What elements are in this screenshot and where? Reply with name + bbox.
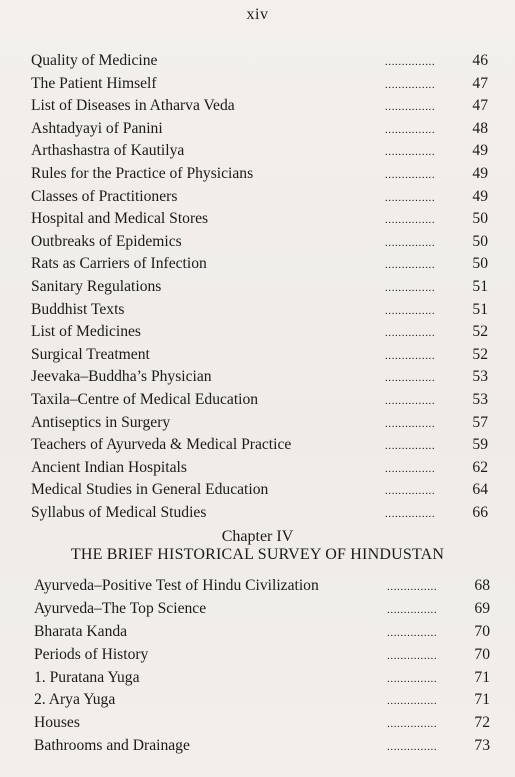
toc-entry-leader-dots: ............... <box>387 581 438 593</box>
toc-entry-leader-dots: ............... <box>385 214 436 227</box>
toc-entry-page-number: 66 <box>472 503 488 521</box>
toc-entry-page-number: 52 <box>472 345 488 363</box>
toc-entry-title: Outbreaks of Epidemics <box>31 232 182 250</box>
toc-entry <box>0 644 515 667</box>
toc-entry <box>0 689 515 712</box>
toc-entry-leader-dots: ............... <box>385 123 436 136</box>
toc-entry-page-number: 48 <box>472 119 488 137</box>
toc-entry-page-number: 49 <box>472 164 488 182</box>
toc-entry-page-number: 69 <box>474 599 490 617</box>
toc-entry-page-number: 70 <box>474 622 490 640</box>
toc-entry <box>0 73 515 96</box>
toc-entry-page-number: 50 <box>472 255 488 273</box>
toc-entry <box>0 712 515 735</box>
toc-entry-page-number: 71 <box>474 691 490 709</box>
toc-entry-page-number: 52 <box>472 323 488 341</box>
toc-entry-title: 2. Arya Yuga <box>34 691 116 709</box>
toc-entry <box>0 276 515 299</box>
toc-entry-leader-dots: ............... <box>385 281 436 294</box>
toc-entry-leader-dots: ............... <box>385 372 436 385</box>
toc-entry <box>0 95 515 118</box>
toc-entry <box>0 502 515 525</box>
toc-entry-page-number: 64 <box>472 481 488 499</box>
toc-entry-page-number: 70 <box>474 645 490 663</box>
toc-entry-leader-dots: ............... <box>385 394 436 407</box>
toc-entry-page-number: 50 <box>472 232 488 250</box>
toc-entry-page-number: 51 <box>472 277 488 295</box>
toc-entry-title: 1. Puratana Yuga <box>34 668 140 686</box>
toc-entry-title: Taxila–Centre of Medical Education <box>31 390 259 408</box>
toc-entry-leader-dots: ............... <box>387 741 438 754</box>
toc-entry-page-number: 47 <box>472 97 488 115</box>
toc-entry-leader-dots: ............... <box>385 168 436 181</box>
toc-entry-title: Periods of History <box>34 645 149 663</box>
toc-entry-title: Jeevaka–Buddha’s Physician <box>31 368 212 386</box>
toc-entry <box>0 366 515 389</box>
toc-entry-page-number: 47 <box>472 74 488 92</box>
toc-entry <box>0 163 515 186</box>
toc-entry-title: Quality of Medicine <box>31 52 158 69</box>
toc-entry-leader-dots: ............... <box>385 259 436 272</box>
toc-entry-title: Bathrooms and Drainage <box>34 737 190 755</box>
toc-entry <box>0 412 515 435</box>
toc-entry-page-number: 73 <box>474 737 490 755</box>
toc-entry-title: Buddhist Texts <box>31 300 125 318</box>
toc-entry-title: Arthashastra of Kautilya <box>31 142 185 160</box>
toc-entry-title: Sanitary Regulations <box>31 277 162 295</box>
toc-entry <box>0 389 515 412</box>
toc-entry-leader-dots: ............... <box>387 695 438 708</box>
toc-list-chapter-iv <box>0 575 515 758</box>
toc-entry <box>0 140 515 163</box>
toc-entry <box>0 479 515 502</box>
toc-entry <box>0 321 515 344</box>
toc-entry-leader-dots: ............... <box>385 56 436 68</box>
toc-entry-page-number: 62 <box>472 458 488 476</box>
toc-entry-page-number: 49 <box>472 187 488 205</box>
toc-entry-page-number: 71 <box>474 668 490 686</box>
toc-entry-page-number: 46 <box>472 52 488 69</box>
toc-entry-title: Classes of Practitioners <box>31 187 178 205</box>
toc-entry <box>0 299 515 322</box>
toc-entry-page-number: 50 <box>472 210 488 228</box>
toc-entry-title: List of Medicines <box>31 323 142 341</box>
toc-entry-title: Ashtadyayi of Panini <box>31 119 163 137</box>
toc-entry-leader-dots: ............... <box>385 507 436 520</box>
toc-list-chapter-iii <box>0 50 515 524</box>
toc-entry-title: Syllabus of Medical Studies <box>31 503 207 521</box>
toc-entry <box>0 735 515 758</box>
toc-entry-page-number: 53 <box>472 390 488 408</box>
toc-entry-leader-dots: ............... <box>387 626 438 639</box>
toc-entry-title: Rats as Carriers of Infection <box>31 255 207 273</box>
toc-entry-page-number: 57 <box>472 413 488 431</box>
toc-entry-title: Ayurveda–Positive Test of Hindu Civilization <box>34 577 319 594</box>
toc-entry-title: Rules for the Practice of Physicians <box>31 164 254 182</box>
toc-entry <box>0 231 515 254</box>
toc-entry-page-number: 59 <box>472 436 488 454</box>
toc-entry <box>0 621 515 644</box>
toc-entry-title: Medical Studies in General Education <box>31 481 269 499</box>
toc-entry <box>0 253 515 276</box>
toc-entry-leader-dots: ............... <box>385 101 436 114</box>
toc-entry <box>0 344 515 367</box>
toc-entry-leader-dots: ............... <box>385 304 436 317</box>
toc-entry <box>0 434 515 457</box>
toc-entry <box>0 118 515 141</box>
chapter-title: THE BRIEF HISTORICAL SURVEY OF HINDUSTAN <box>70 546 445 563</box>
toc-entry-leader-dots: ............... <box>385 462 436 475</box>
toc-entry-leader-dots: ............... <box>385 327 436 340</box>
toc-entry <box>0 598 515 621</box>
toc-entry-title: Houses <box>34 714 80 732</box>
toc-entry <box>0 575 515 598</box>
toc-entry-leader-dots: ............... <box>385 485 436 498</box>
toc-entry-leader-dots: ............... <box>387 672 438 685</box>
toc-entry-leader-dots: ............... <box>385 440 436 453</box>
toc-entry-leader-dots: ............... <box>387 718 438 731</box>
toc-entry-leader-dots: ............... <box>385 78 436 91</box>
toc-entry-page-number: 53 <box>472 368 488 386</box>
toc-entry-leader-dots: ............... <box>387 603 438 616</box>
toc-entry <box>0 208 515 231</box>
toc-entry-leader-dots: ............... <box>385 236 436 249</box>
toc-entry <box>0 667 515 690</box>
toc-entry-page-number: 68 <box>474 577 490 594</box>
toc-entry-title: Ancient Indian Hospitals <box>31 458 187 476</box>
toc-entry-title: Teachers of Ayurveda & Medical Practice <box>31 436 292 454</box>
toc-entry-page-number: 51 <box>472 300 488 318</box>
toc-entry-title: The Patient Himself <box>31 74 157 92</box>
toc-entry <box>0 457 515 480</box>
toc-entry-title: Bharata Kanda <box>34 622 128 640</box>
page-number: xiv <box>246 6 269 23</box>
toc-entry-title: Ayurveda–The Top Science <box>34 599 207 617</box>
toc-entry-leader-dots: ............... <box>385 349 436 362</box>
chapter-label: Chapter IV <box>221 528 294 545</box>
toc-entry-title: List of Diseases in Atharva Veda <box>31 97 235 115</box>
toc-entry-leader-dots: ............... <box>385 417 436 430</box>
toc-entry-title: Surgical Treatment <box>31 345 150 363</box>
toc-entry-title: Hospital and Medical Stores <box>31 210 209 228</box>
toc-entry-leader-dots: ............... <box>385 191 436 204</box>
toc-entry-leader-dots: ............... <box>387 649 438 662</box>
toc-entry-page-number: 72 <box>474 714 490 732</box>
toc-entry <box>0 186 515 209</box>
toc-entry-title: Antiseptics in Surgery <box>31 413 171 431</box>
toc-entry-page-number: 49 <box>472 142 488 160</box>
toc-entry <box>0 50 515 73</box>
toc-entry-leader-dots: ............... <box>385 146 436 159</box>
